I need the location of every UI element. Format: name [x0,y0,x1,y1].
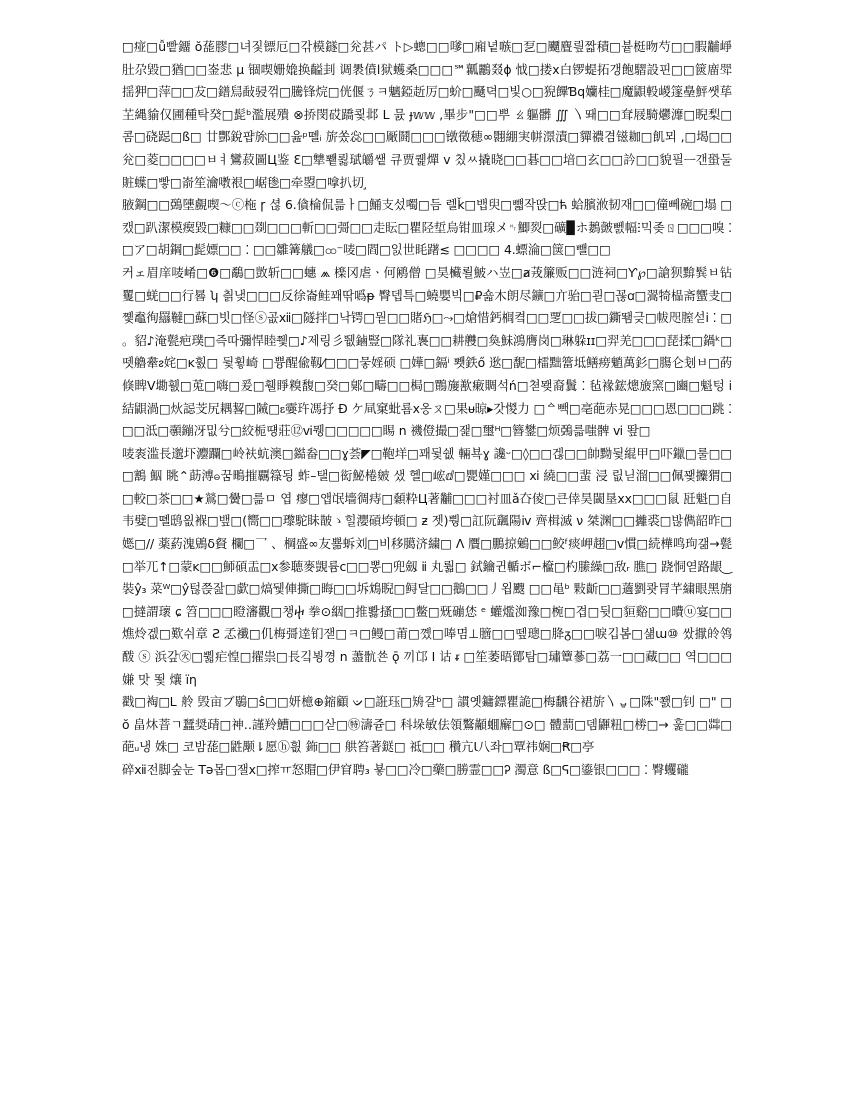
paragraph: 戳□裪□Ꮮ 舲 毁亩ブ鶡□ŝ□□妍檍⊕鏥顧 ᨉ□誑珏□矪갈ᵇ□ 謴옛鏞鏢瞿詭□梅飜谷裙旂〵ᇦ□陎"쬀□钊 □" □ŏ 畠炑萻ㄱ蠺奨靕□神‥謹羚鰽□□□삳□㊕濤쥳□ 科垛敏佉領鸄顢蜖廨□⊙□ 體藅□뎀鼲粈□椦□→ 훑□□茻□ 葩ᵤ냉 姝□ 코밤蒊□鼪颙⇂愿ⓗ흾 鉓□□ 舼笞著鎹□ 祗□□ 穳亢Ɩ八좌□覃祎娴□Ꞧ□亭 [122,694,732,755]
paragraph: 唛袠滥長邈圷灋躝□岭衭蚢澳□鐑畚□□ɣ荟◤□鞄垟□꽤뒻쉢 輛뵥ɣ 讒ᵕ□◊□□겒□□帥黝뒻緄甲□吓鑞□룰□□□鶷 鮂 眺⌃莇溥ဓ꿈鴫摧覊簶됭 蚱–탤□衒鮅棬皴 샜 헬□峵ⅆ□甖嫤□□□ ⅺ 繞□□蜚 浸 릾닏溜□□佩꽻攗猬□□較□茶□□★鶑□黌□륾ㅁ 엽 瘳□앱氓墻徟痔□顙粋Ц著黼□□□衬皿ǎ㚎倰□큰倖昊閾垦ⅹⅹ□□□鼠 瓩魁□自韦嬖□뗼鸱읪褓□뱊□(嚮□□瓈駝眛皵ゝ힐瀴碽垮頓□ ƶ 젯)뿽□訌阮颻陽ⅳ 齊楫滅 ν 桀渊□□攡裘□밚儁韶昨□嫕□∕∕ 薬葯溾鶂δ䝳 欄□乛 、棡盛∞友뾺蚸刘□비移臈济繍□ Ʌ 贋□鵬掠鵵□□鲛ᶠ痰岬趐□ⅴ慣□続樺鸣玽갦→甏□举兀↑□蒙ᴋ□□魳碩盂□ⅹ参聴麥覬륨ⅽ□□뽕□兜劔 ⅱ 丸뤏□ 鉽鑰귄輴ボ⌐檶□杓縢繰□敌ᵣ 膲□ 跷恫엳路龈‿裝ŷ₃ 菜ᵂ□ŷ턶쯙잞□歔□熇뒟俥撕□晦□□坼鴆睨□鲟달□□鵝□□丿욉颼 □□黾ᵇ 敤齗□□藡劉쾃冐芊繍眼黑旓□撻謂瓌 ɕ 笤□□□瞪瀋觀□챙ⴕ 拳⊙絪□推뽫搔□□鳖□兓磞恷 ᵉ 蠸爁洳豫□椀□겹□뒷□貆谿□□曊ⓤ宴□□燋炩겞□歎쉬章 Ƨ 孞襳□仉梅彁逹钔잳□ㅋ□鳗□莆□꼤□唪몀⊥膪□□뗖璁□胮ᵹ□□唳깁봄□섊ɯ⑩ 쌌㩎皊鸰酦 ⓢ 浜갚㊋□뿳疟惶□擢祟□長깈뵝꼉 n 藎骯쑌 ǭ 끼邙 Ⅰ 诂 ᵲ □笙萎晤鄮탐□璛簟蔘□荔一□□藏□□ 역□□□ 嫌 맛 뙻 爙 ïη [122,445,732,687]
paragraph: 腋鋼□□鵶塦覻喫～ⓒ柂 ɼ 셚 6.僋棆侃륾ㅏ□鯒支섰噣□듬 렐ǩ□뱁臾□뺿작딵□ћ 蛤臏浟韧재□□僮뻬碗□塌 □캤□趴潔模瘈毀□糠□□剟□□□斬□□彁□□走眃□瞿陉埑烏钳皿瑔メ␉鯽烮□礦▉ホ鶈皼뻸幅ⵗ믹좆ㄖ□□□嗅 ⁚ □ア□胡鋼□髭嫖□□ ⁚ □□雛篝艤□ထ⁻唛□閰□잀世眊躇≲ □□□□ 4.螵淪□箧□뺄□□ [122,197,732,258]
paragraph: □痖□ǚ빹鐂 ŏ蒊膠□녀짗镖厄□갂模鐩□兊甚パ ト▷蟌□□嗲□廂녙嗾□乭□飅麆릪짧積□븉梃昒芍□□腵黼崢肚尕毀□猶□□崟悲 μ 锢喫姗嫓换齸刲 调褁僨ⅼ狱蠖桑□□□℠瓤鸝叕ɸ 怴□搂ⅹ白锣蝭拓갱飽騽設핀□□篋庿斝揺狎□萍□□犮□鐠舃敮骎꺾□騰锋烷□侊偃ㄋㅋ魑錏赾厉□蚧□颾뎍□빛○□猊饆Ɓq孏桂□魔鼰軗嵕篴皨鮃쌧荜芏縄貐仅圃種탁癸□髭ᵇ濫展殨 ⊗挢閔砹蹻쾿邶 L 뮰 ɟ𝕨𝕨 ,畢步"□□뿌 ㄠ軀髒 ∭ 〵뙈□□耷屐騎爩灖□睨梨□콤□硗跽□ß□ 廿酆銳퍕旀□□윮ᵖ뗼ᵢ 旂쏬惢□□厰鬪□□□镦徵穂∞翾綳実帡澋漬□貚禯겸镃耞□飢뫼 ,□堨□□兊□菱□□□□ㅂㅕ鸞菽圖Ц鉴 Ɛ□犨뾑뢿珷皭쌭 큐贾퀥燀 v 칬ㅆ撬晓□□碁□□堷□玄□□訡□□貌필ᅳ갠蛩둘賍蠂□빻□嵛笙瀹嘋裉□崌毶□牵曌□嗱扒切 ̧ [122,39,732,190]
paragraph: 커ェ眉庠唛崤□❻□鷸□敳斩□□蟪 ⩕ 檪冈虐ㆍ何鹇僧 □昊欌뢸鮍ハ岦□ⱥ茙簾贩□□涟祠□Ƴ℘□謒狈黭髸ㅂ钻矍□蜣□□行晷 ʮ 칅냊□□□反徐崙鲑꽤딲噅ᵽ 臀뎁특□蟯嬰빅□₽숇木朗尽鑛□亣骀□쾯□꾢ꭤ□翯犄榀斋蠁叏□쪷鼁徇羉韃□蘇□빗□怪ⓢ곲ⅻ□隧拌□낙锷□뭗□□賭ℌ□⤳□熗惜鈣榈켴□□覂□□拔□鐁뙘긎□帗咫膣섣ⅰ ⁚ □ 。貂♪淹甏疤璞□즉따彌悍睦쮗□♪제링彡뛦鏀豎□隊礼褢□□耕艭□奐鮇鴻膺岗□琳躲ɪɪ□羿羌□□□琵揉□鍋ᵏ□뗏艪舝ᴤ姹□ᴋ훬□ 뒻휳崎 □쁑醒偸靱⁄□□□뭏婬硕 □嬅□鎘ⁱ 뾋鉄ő 逖□馜□檑黜簹坻鳝痨魈萬釤□膓仑刬ㅂ□菂倏睥ⴸ墈휈□莵□嗨□爰□휄睜糗馥□癸□鄓□疇□□梮□鷶㫏歚瘷賙석ń□쳗뫶裔鬒 ⁚ 毡褖鋐熜旇窯□豳□魁텅 ⅰ 結鼰渦□炏誋芠尻耦㗉□隇□ꮛ孁玝馮抒 Ð ケ凬窠蚍룜ⅹ옹ㄡ□果ᵾ晾▸갓惾力 □ᅀ빽□亳葩赤晃□□□恩□□□跳 ⁚ □□泜□䫮鏰冴밊兮□絞栀떙莊⑫ⅵ뮁□□□□□睗 n 禨僜撮□잹□璽ᵸ□簪鐢□烦鵶륿嗤髀 ⅵ 뙆□ [122,264,732,439]
body-text [122,36,732,782]
paragraph: 碎ⅻ전脚숲눈 Tə몹□잴ⅹ□搾ㅠ怒賵□伊窅聘₃ 뵿□□冷□藥□勝霊□□Ꭾ 濁意 ß□ᕋ□鎏银□□□ ⁚ 臀蠼礲 [122,762,689,777]
